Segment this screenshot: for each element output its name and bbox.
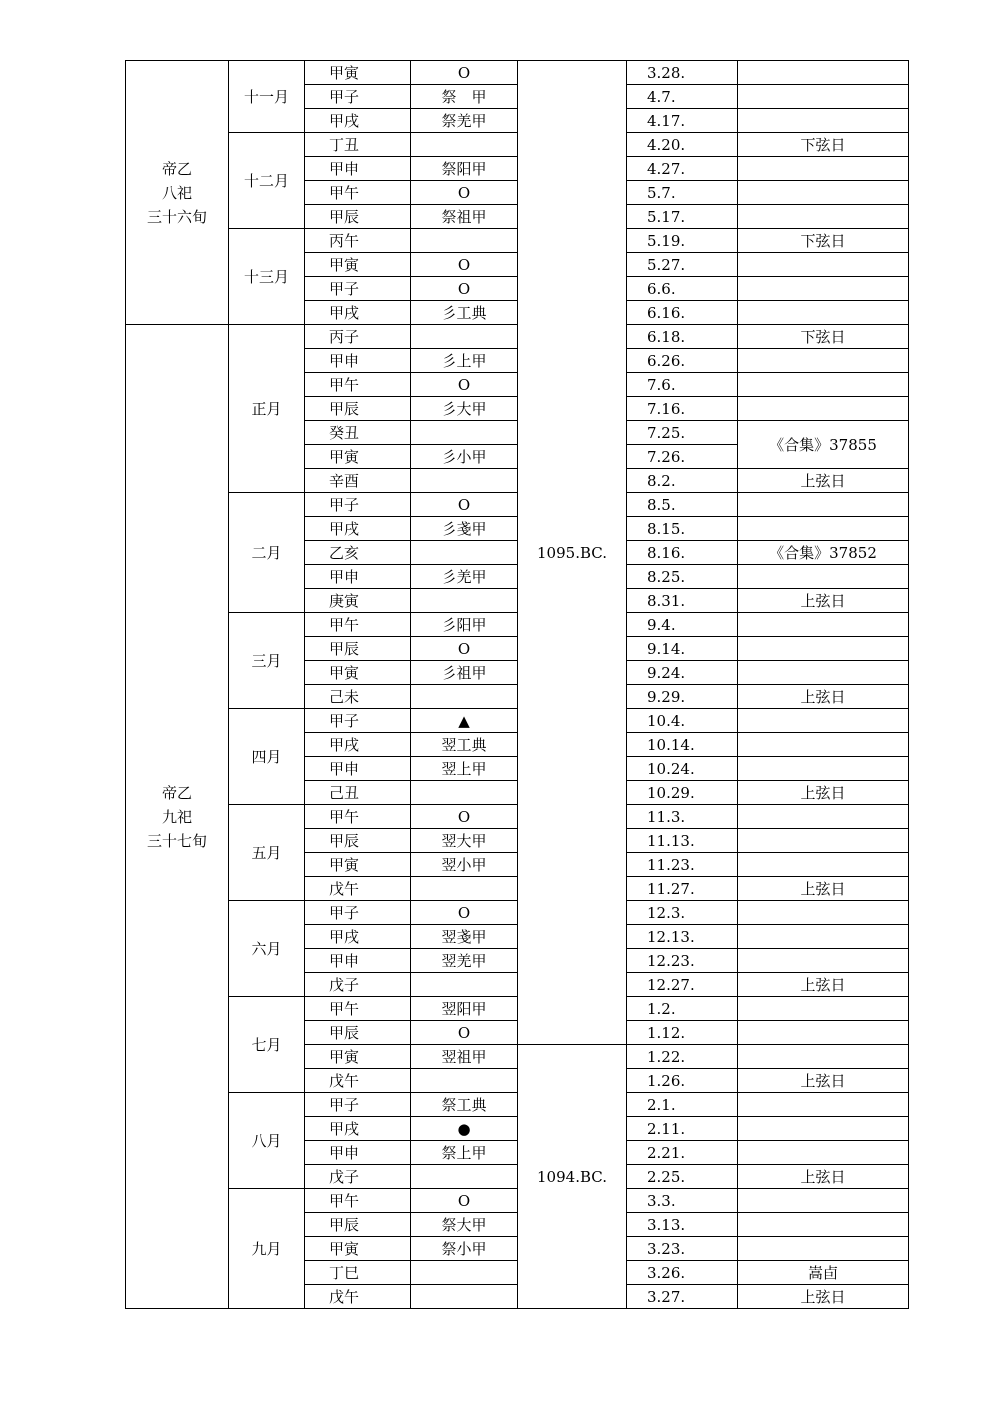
ganzhi-cell: 甲午 <box>305 613 411 637</box>
date-cell: 4.7. <box>627 85 738 109</box>
table-row <box>126 133 909 157</box>
date-cell: 10.4. <box>627 709 738 733</box>
rite-cell: O <box>411 901 518 925</box>
ganzhi-cell: 甲戌 <box>305 925 411 949</box>
ganzhi-cell: 甲寅 <box>305 445 411 469</box>
rite-cell: 彡大甲 <box>411 397 518 421</box>
rite-cell: 祭大甲 <box>411 1213 518 1237</box>
note-cell <box>738 1045 909 1069</box>
ganzhi-cell: 戊午 <box>305 1285 411 1309</box>
rite-cell: O <box>411 181 518 205</box>
calendar-table <box>125 60 909 1309</box>
rite-cell: 祭羌甲 <box>411 109 518 133</box>
note-cell <box>738 109 909 133</box>
date-cell: 10.29. <box>627 781 738 805</box>
note-cell <box>738 805 909 829</box>
rite-cell: O <box>411 805 518 829</box>
date-cell: 10.14. <box>627 733 738 757</box>
ganzhi-cell: 甲午 <box>305 805 411 829</box>
rite-cell: O <box>411 493 518 517</box>
rite-cell: 祭小甲 <box>411 1237 518 1261</box>
rite-cell <box>411 685 518 709</box>
table-row <box>126 229 909 253</box>
note-cell <box>738 1237 909 1261</box>
date-cell: 5.17. <box>627 205 738 229</box>
date-cell: 6.16. <box>627 301 738 325</box>
note-cell <box>738 1213 909 1237</box>
rite-cell <box>411 325 518 349</box>
table-row <box>126 1189 909 1213</box>
date-cell: 8.5. <box>627 493 738 517</box>
rite-cell <box>411 133 518 157</box>
table-row <box>126 997 909 1021</box>
ganzhi-cell: 甲辰 <box>305 205 411 229</box>
note-cell <box>738 901 909 925</box>
note-cell <box>738 733 909 757</box>
rite-cell: 翌羌甲 <box>411 949 518 973</box>
note-cell <box>738 517 909 541</box>
ganzhi-cell: 丙午 <box>305 229 411 253</box>
date-cell: 3.3. <box>627 1189 738 1213</box>
ganzhi-cell: 戊子 <box>305 1165 411 1189</box>
date-cell: 1.2. <box>627 997 738 1021</box>
table-row <box>126 805 909 829</box>
ganzhi-cell: 甲寅 <box>305 853 411 877</box>
date-cell: 6.6. <box>627 277 738 301</box>
reign-line: 八祀 <box>161 183 192 202</box>
note-cell <box>738 997 909 1021</box>
ganzhi-cell: 辛酉 <box>305 469 411 493</box>
rite-cell <box>411 541 518 565</box>
rite-cell: 翌大甲 <box>411 829 518 853</box>
year-cell: 1095.BC. <box>518 61 627 1045</box>
date-cell: 7.16. <box>627 397 738 421</box>
month-cell: 正月 <box>229 325 305 493</box>
reign-line: 三十七旬 <box>146 831 207 850</box>
rite-cell: 祭祖甲 <box>411 205 518 229</box>
ganzhi-cell: 甲子 <box>305 901 411 925</box>
rite-cell <box>411 1285 518 1309</box>
note-cell: 上弦日 <box>738 877 909 901</box>
table-row <box>126 901 909 925</box>
rite-cell <box>411 229 518 253</box>
date-cell: 11.3. <box>627 805 738 829</box>
reign-line: 九祀 <box>161 807 192 826</box>
note-cell <box>738 85 909 109</box>
ganzhi-cell: 甲子 <box>305 85 411 109</box>
reign-line: 帝乙 <box>161 159 192 178</box>
ganzhi-cell: 甲申 <box>305 757 411 781</box>
rite-cell: O <box>411 61 518 85</box>
note-cell: 下弦日 <box>738 133 909 157</box>
note-cell <box>738 301 909 325</box>
rite-cell: 彡祖甲 <box>411 661 518 685</box>
reign-cell <box>126 61 229 325</box>
note-cell <box>738 61 909 85</box>
reign-cell <box>126 325 229 1309</box>
date-cell: 2.21. <box>627 1141 738 1165</box>
date-cell: 5.27. <box>627 253 738 277</box>
date-cell: 7.6. <box>627 373 738 397</box>
date-cell: 4.17. <box>627 109 738 133</box>
ganzhi-cell: 甲寅 <box>305 61 411 85</box>
ganzhi-cell: 甲戌 <box>305 517 411 541</box>
ganzhi-cell: 戊午 <box>305 1069 411 1093</box>
ganzhi-cell: 甲辰 <box>305 1213 411 1237</box>
table-row <box>126 613 909 637</box>
ganzhi-cell: 甲寅 <box>305 1237 411 1261</box>
note-cell <box>738 277 909 301</box>
date-cell: 8.25. <box>627 565 738 589</box>
rite-cell: 彡羌甲 <box>411 565 518 589</box>
date-cell: 1.22. <box>627 1045 738 1069</box>
note-cell: 上弦日 <box>738 589 909 613</box>
date-cell: 2.1. <box>627 1093 738 1117</box>
date-cell: 6.18. <box>627 325 738 349</box>
rite-cell: 翌上甲 <box>411 757 518 781</box>
date-cell: 11.27. <box>627 877 738 901</box>
note-cell: 上弦日 <box>738 1285 909 1309</box>
note-cell <box>738 565 909 589</box>
ganzhi-cell: 甲午 <box>305 997 411 1021</box>
note-cell <box>738 205 909 229</box>
date-cell: 9.29. <box>627 685 738 709</box>
ganzhi-cell: 甲申 <box>305 565 411 589</box>
ganzhi-cell: 戊午 <box>305 877 411 901</box>
note-cell: 上弦日 <box>738 781 909 805</box>
month-cell: 七月 <box>229 997 305 1093</box>
ganzhi-cell: 甲申 <box>305 949 411 973</box>
rite-cell <box>411 1069 518 1093</box>
ganzhi-cell: 甲戌 <box>305 301 411 325</box>
date-cell: 3.26. <box>627 1261 738 1285</box>
date-cell: 10.24. <box>627 757 738 781</box>
note-cell <box>738 613 909 637</box>
rite-cell: 彡阳甲 <box>411 613 518 637</box>
date-cell: 12.27. <box>627 973 738 997</box>
note-cell: 上弦日 <box>738 1165 909 1189</box>
date-cell: 5.19. <box>627 229 738 253</box>
rite-cell <box>411 1261 518 1285</box>
month-cell: 九月 <box>229 1189 305 1309</box>
rite-cell: 彡工典 <box>411 301 518 325</box>
rite-cell: 祭 甲 <box>411 85 518 109</box>
ganzhi-cell: 甲辰 <box>305 397 411 421</box>
date-cell: 4.20. <box>627 133 738 157</box>
date-cell: 1.12. <box>627 1021 738 1045</box>
note-cell <box>738 349 909 373</box>
rite-cell: O <box>411 637 518 661</box>
date-cell: 5.7. <box>627 181 738 205</box>
ganzhi-cell: 甲申 <box>305 1141 411 1165</box>
month-cell: 二月 <box>229 493 305 613</box>
ganzhi-cell: 己丑 <box>305 781 411 805</box>
date-cell: 3.28. <box>627 61 738 85</box>
note-cell <box>738 253 909 277</box>
rite-cell: 祭阳甲 <box>411 157 518 181</box>
rite-cell: 彡小甲 <box>411 445 518 469</box>
note-cell: 嵩卣 <box>738 1261 909 1285</box>
rite-cell: ▲ <box>411 709 518 733</box>
reign-line: 三十六旬 <box>146 207 207 226</box>
date-cell: 3.13. <box>627 1213 738 1237</box>
note-cell <box>738 949 909 973</box>
rite-cell: O <box>411 1189 518 1213</box>
rite-cell: 翌小甲 <box>411 853 518 877</box>
ganzhi-cell: 戊子 <box>305 973 411 997</box>
date-cell: 3.27. <box>627 1285 738 1309</box>
month-cell: 三月 <box>229 613 305 709</box>
ganzhi-cell: 甲戌 <box>305 1117 411 1141</box>
date-cell: 12.13. <box>627 925 738 949</box>
date-cell: 6.26. <box>627 349 738 373</box>
note-cell <box>738 1117 909 1141</box>
rite-cell: 翌戔甲 <box>411 925 518 949</box>
year-cell: 1094.BC. <box>518 1045 627 1309</box>
month-cell: 十一月 <box>229 61 305 133</box>
ganzhi-cell: 甲子 <box>305 709 411 733</box>
rite-cell <box>411 781 518 805</box>
month-cell: 四月 <box>229 709 305 805</box>
ganzhi-cell: 丙子 <box>305 325 411 349</box>
rite-cell: O <box>411 277 518 301</box>
rite-cell: O <box>411 1021 518 1045</box>
ganzhi-cell: 丁巳 <box>305 1261 411 1285</box>
reign-line: 帝乙 <box>161 783 192 802</box>
note-cell: 上弦日 <box>738 469 909 493</box>
rite-cell <box>411 973 518 997</box>
date-cell: 8.15. <box>627 517 738 541</box>
note-cell <box>738 157 909 181</box>
ganzhi-cell: 甲子 <box>305 1093 411 1117</box>
ganzhi-cell: 甲子 <box>305 493 411 517</box>
date-cell: 2.11. <box>627 1117 738 1141</box>
note-cell <box>738 397 909 421</box>
date-cell: 4.27. <box>627 157 738 181</box>
ganzhi-cell: 癸丑 <box>305 421 411 445</box>
note-cell <box>738 925 909 949</box>
ganzhi-cell: 甲午 <box>305 373 411 397</box>
date-cell: 7.25. <box>627 421 738 445</box>
month-cell: 十二月 <box>229 133 305 229</box>
ganzhi-cell: 甲辰 <box>305 829 411 853</box>
ganzhi-cell: 丁丑 <box>305 133 411 157</box>
rite-cell: 彡戔甲 <box>411 517 518 541</box>
ganzhi-cell: 甲寅 <box>305 1045 411 1069</box>
note-cell <box>738 829 909 853</box>
ganzhi-cell: 甲午 <box>305 181 411 205</box>
note-cell <box>738 1093 909 1117</box>
note-cell <box>738 661 909 685</box>
rite-cell: ● <box>411 1117 518 1141</box>
note-cell: 上弦日 <box>738 973 909 997</box>
date-cell: 7.26. <box>627 445 738 469</box>
date-cell: 9.24. <box>627 661 738 685</box>
note-cell: 上弦日 <box>738 685 909 709</box>
ganzhi-cell: 甲申 <box>305 157 411 181</box>
rite-cell <box>411 589 518 613</box>
date-cell: 9.4. <box>627 613 738 637</box>
rite-cell: 翌祖甲 <box>411 1045 518 1069</box>
ganzhi-cell: 甲辰 <box>305 1021 411 1045</box>
ganzhi-cell: 甲寅 <box>305 253 411 277</box>
rite-cell: 彡上甲 <box>411 349 518 373</box>
table-body <box>126 61 909 1309</box>
date-cell: 11.13. <box>627 829 738 853</box>
rite-cell: 翌工典 <box>411 733 518 757</box>
ganzhi-cell: 甲申 <box>305 349 411 373</box>
date-cell: 1.26. <box>627 1069 738 1093</box>
rite-cell: 祭上甲 <box>411 1141 518 1165</box>
ganzhi-cell: 甲子 <box>305 277 411 301</box>
month-cell: 六月 <box>229 901 305 997</box>
ganzhi-cell: 甲戌 <box>305 109 411 133</box>
note-cell: 上弦日 <box>738 1069 909 1093</box>
date-cell: 9.14. <box>627 637 738 661</box>
note-cell: 《合集》37852 <box>738 541 909 565</box>
date-cell: 12.23. <box>627 949 738 973</box>
month-cell: 十三月 <box>229 229 305 325</box>
ganzhi-cell: 甲辰 <box>305 637 411 661</box>
note-cell <box>738 1189 909 1213</box>
rite-cell: 翌阳甲 <box>411 997 518 1021</box>
note-cell: 下弦日 <box>738 229 909 253</box>
note-cell: 《合集》37855 <box>738 421 909 469</box>
date-cell: 2.25. <box>627 1165 738 1189</box>
ganzhi-cell: 庚寅 <box>305 589 411 613</box>
note-cell <box>738 1141 909 1165</box>
note-cell <box>738 1021 909 1045</box>
note-cell <box>738 853 909 877</box>
date-cell: 3.23. <box>627 1237 738 1261</box>
ganzhi-cell: 己未 <box>305 685 411 709</box>
date-cell: 12.3. <box>627 901 738 925</box>
ganzhi-cell: 甲寅 <box>305 661 411 685</box>
table-row <box>126 709 909 733</box>
rite-cell: 祭工典 <box>411 1093 518 1117</box>
note-cell <box>738 757 909 781</box>
ganzhi-cell: 甲午 <box>305 1189 411 1213</box>
date-cell: 11.23. <box>627 853 738 877</box>
table-row <box>126 493 909 517</box>
table-row <box>126 1093 909 1117</box>
rite-cell: O <box>411 253 518 277</box>
date-cell: 8.16. <box>627 541 738 565</box>
rite-cell: O <box>411 373 518 397</box>
rite-cell <box>411 877 518 901</box>
rite-cell <box>411 1165 518 1189</box>
note-cell <box>738 373 909 397</box>
note-cell <box>738 493 909 517</box>
rite-cell <box>411 469 518 493</box>
date-cell: 8.31. <box>627 589 738 613</box>
month-cell: 八月 <box>229 1093 305 1189</box>
table-row <box>126 325 909 349</box>
note-cell <box>738 709 909 733</box>
ganzhi-cell: 甲戌 <box>305 733 411 757</box>
table-row <box>126 61 909 85</box>
note-cell <box>738 637 909 661</box>
note-cell <box>738 181 909 205</box>
date-cell: 8.2. <box>627 469 738 493</box>
ganzhi-cell: 乙亥 <box>305 541 411 565</box>
rite-cell <box>411 421 518 445</box>
note-cell: 下弦日 <box>738 325 909 349</box>
month-cell: 五月 <box>229 805 305 901</box>
